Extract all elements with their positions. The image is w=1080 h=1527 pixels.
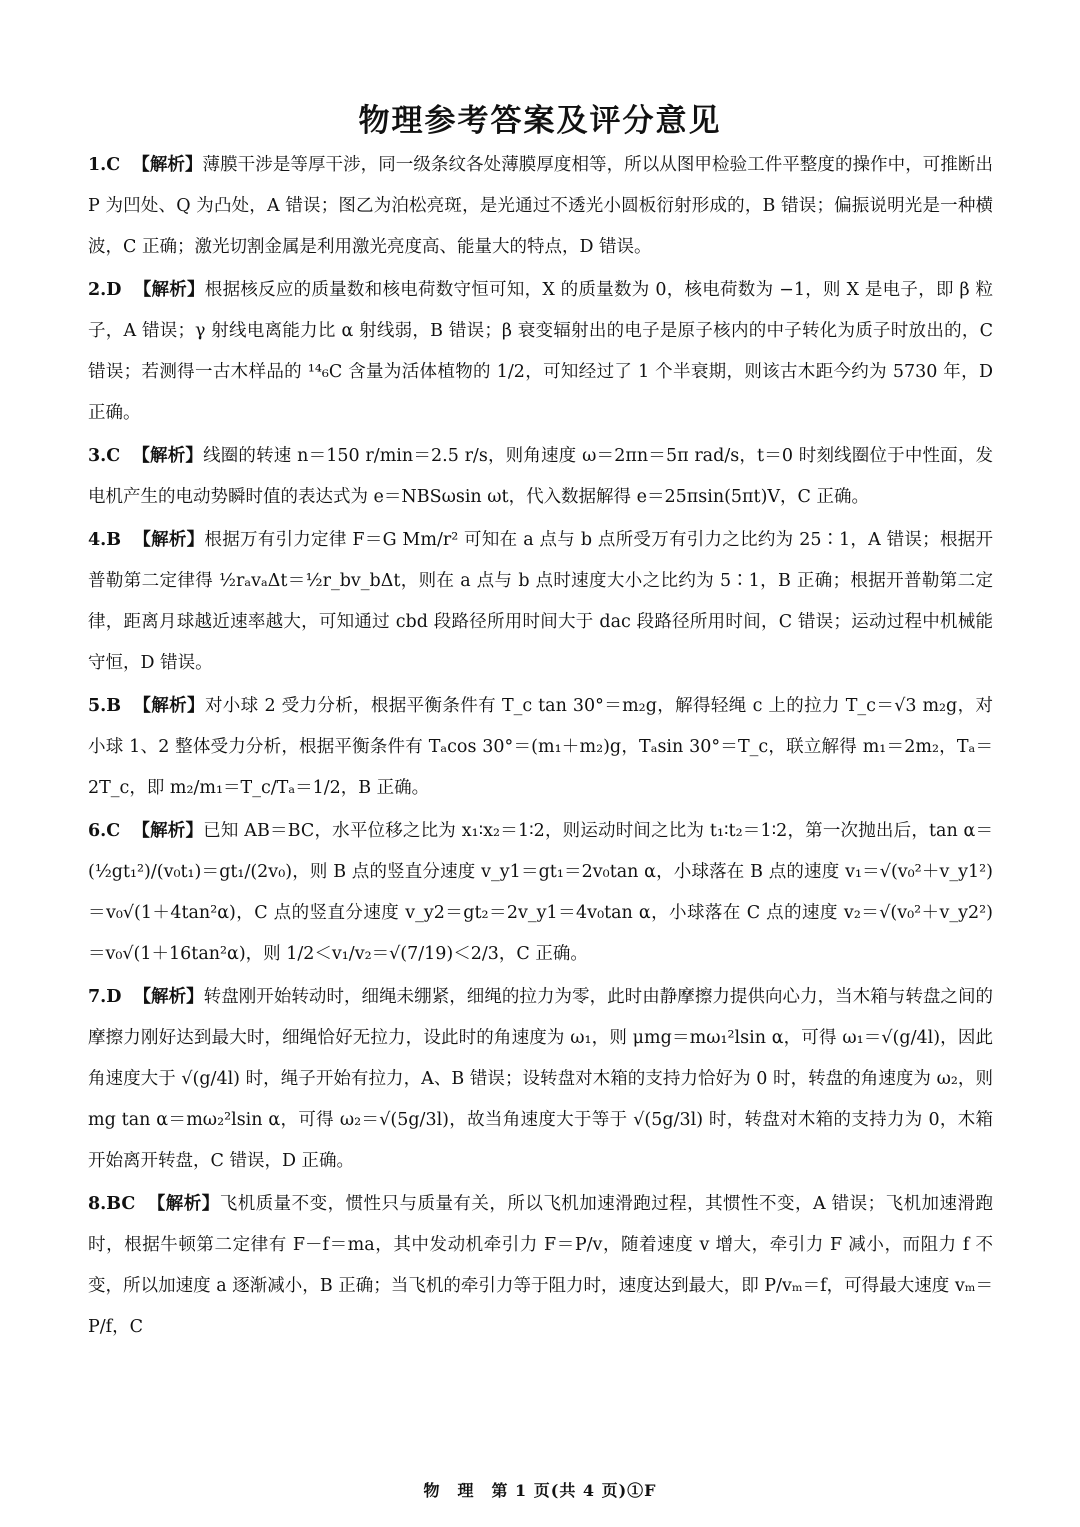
answer-item (88, 977, 993, 1182)
analysis-tag: 【解析】 (133, 987, 204, 1007)
answer-item (88, 520, 993, 684)
answer-text: 薄膜干涉是等厚干涉，同一级条纹各处薄膜厚度相等，所以从图甲检验工件平整度的操作中，可推断出 P 为凹处、Q 为凸处，A 错误；图乙为泊松亮斑，是光通过不透光小圆板衍射形成的，B 错误；偏振说明光是一种横波，C 正确；激光切割金属是利用激光亮度高、能量大的特点，D 错误。 (88, 155, 994, 257)
answer-item (88, 1184, 993, 1348)
answer-item (88, 436, 993, 518)
answer-number: 4.B (88, 530, 122, 550)
analysis-tag: 【解析】 (147, 1194, 220, 1214)
answer-text: 转盘刚开始转动时，细绳未绷紧，细绳的拉力为零，此时由静摩擦力提供向心力，当木箱与转盘之间的摩擦力刚好达到最大时，细绳恰好无拉力，设此时的角速度为 ω₁，则 μmg＝mω₁²lsin α，可得 ω₁＝√(g/4l)，因此角速度大于 √(g/4l) 时，绳子开始有拉力，A、B 错误；设转盘对木箱的支持力恰好为 0 时，转盘的角速度为 ω₂，则 mg tan α＝mω₂²lsin α，可得 ω₂＝√(5g/3l)，故当角速度大于等于 √(5g/3l) 时，转盘对木箱的支持力为 0，木箱开始离开转盘，C 错误，D 正确。 (88, 987, 994, 1171)
answer-number: 8.BC (88, 1194, 136, 1214)
answer-number: 6.C (88, 821, 121, 841)
analysis-tag: 【解析】 (133, 530, 205, 550)
answer-list (88, 145, 993, 1350)
answer-text: 根据万有引力定律 F＝G Mm/r² 可知在 a 点与 b 点所受万有引力之比约为 25∶1，A 错误；根据开普勒第二定律得 ½rₐvₐΔt＝½r_bv_bΔt，则在 a 点与 b 点时速度大小之比约为 5∶1，B 正确；根据开普勒第二定律，距离月球越近速率越大，可知通过 cbd 段路径所用时间大于 dac 段路径所用时间，C 错误；运动过程中机械能守恒，D 错误。 (88, 530, 993, 673)
answer-item (88, 811, 993, 975)
analysis-tag: 【解析】 (133, 280, 205, 300)
analysis-tag: 【解析】 (132, 821, 204, 841)
answer-number: 2.D (88, 280, 122, 300)
answer-text: 对小球 2 受力分析，根据平衡条件有 T_c tan 30°＝m₂g，解得轻绳 c 上的拉力 T_c＝√3 m₂g，对小球 1、2 整体受力分析，根据平衡条件有 Tₐcos 30°＝(m₁＋m₂)g，Tₐsin 30°＝T_c，联立解得 m₁＝2m₂，Tₐ＝2T_c，即 m₂/m₁＝T_c/Tₐ＝1/2，B 正确。 (88, 696, 994, 798)
answer-item (88, 270, 993, 434)
answer-text: 飞机质量不变，惯性只与质量有关，所以飞机加速滑跑过程，其惯性不变，A 错误；飞机加速滑跑时，根据牛顿第二定律有 F－f＝ma，其中发动机牵引力 F＝P/v，随着速度 v 增大，牵引力 F 减小，而阻力 f 不变，所以加速度 a 逐渐减小，B 正确；当飞机的牵引力等于阻力时，速度达到最大，即 P/vₘ＝f，可得最大速度 vₘ＝P/f，C (88, 1194, 993, 1337)
page-title: 物理参考答案及评分意见 (358, 103, 722, 139)
analysis-tag: 【解析】 (133, 696, 205, 716)
answer-text: 线圈的转速 n＝150 r/min＝2.5 r/s，则角速度 ω＝2πn＝5π rad/s，t＝0 时刻线圈位于中性面，发电机产生的电动势瞬时值的表达式为 e＝NBSωsin ωt，代入数据解得 e＝25πsin(5πt)V，C 正确。 (88, 446, 994, 507)
answer-text: 已知 AB＝BC，水平位移之比为 x₁∶x₂＝1∶2，则运动时间之比为 t₁∶t₂＝1∶2，第一次抛出后，tan α＝(½gt₁²)/(v₀t₁)＝gt₁/(2v₀)，则 B 点的竖直分速度 v_y1＝gt₁＝2v₀tan α，小球落在 B 点的速度 v₁＝√(v₀²＋v_y1²)＝v₀√(1＋4tan²α)，C 点的竖直分速度 v_y2＝gt₂＝2v_y1＝4v₀tan α，小球落在 C 点的速度 v₂＝√(v₀²＋v_y2²)＝v₀√(1＋16tan²α)，则 1/2＜v₁/v₂＝√(7/19)＜2/3，C 正确。 (88, 821, 994, 964)
page-footer: 物 理 第 1 页(共 4 页)①F (423, 1481, 657, 1500)
answer-number: 1.C (88, 155, 121, 175)
answer-item (88, 145, 993, 268)
analysis-tag: 【解析】 (132, 155, 203, 175)
answer-number: 3.C (88, 446, 121, 466)
answer-item (88, 686, 993, 809)
analysis-tag: 【解析】 (132, 446, 204, 466)
answer-text: 根据核反应的质量数和核电荷数守恒可知，X 的质量数为 0，核电荷数为 −1，则 X 是电子，即 β 粒子，A 错误；γ 射线电离能力比 α 射线弱，B 错误；β 衰变辐射出的电子是原子核内的中子转化为质子时放出的，C 错误；若测得一古木样品的 ¹⁴₆C 含量为活体植物的 1/2，可知经过了 1 个半衰期，则该古木距今约为 5730 年，D 正确。 (88, 280, 994, 423)
answer-number: 7.D (88, 987, 122, 1007)
answer-number: 5.B (88, 696, 122, 716)
